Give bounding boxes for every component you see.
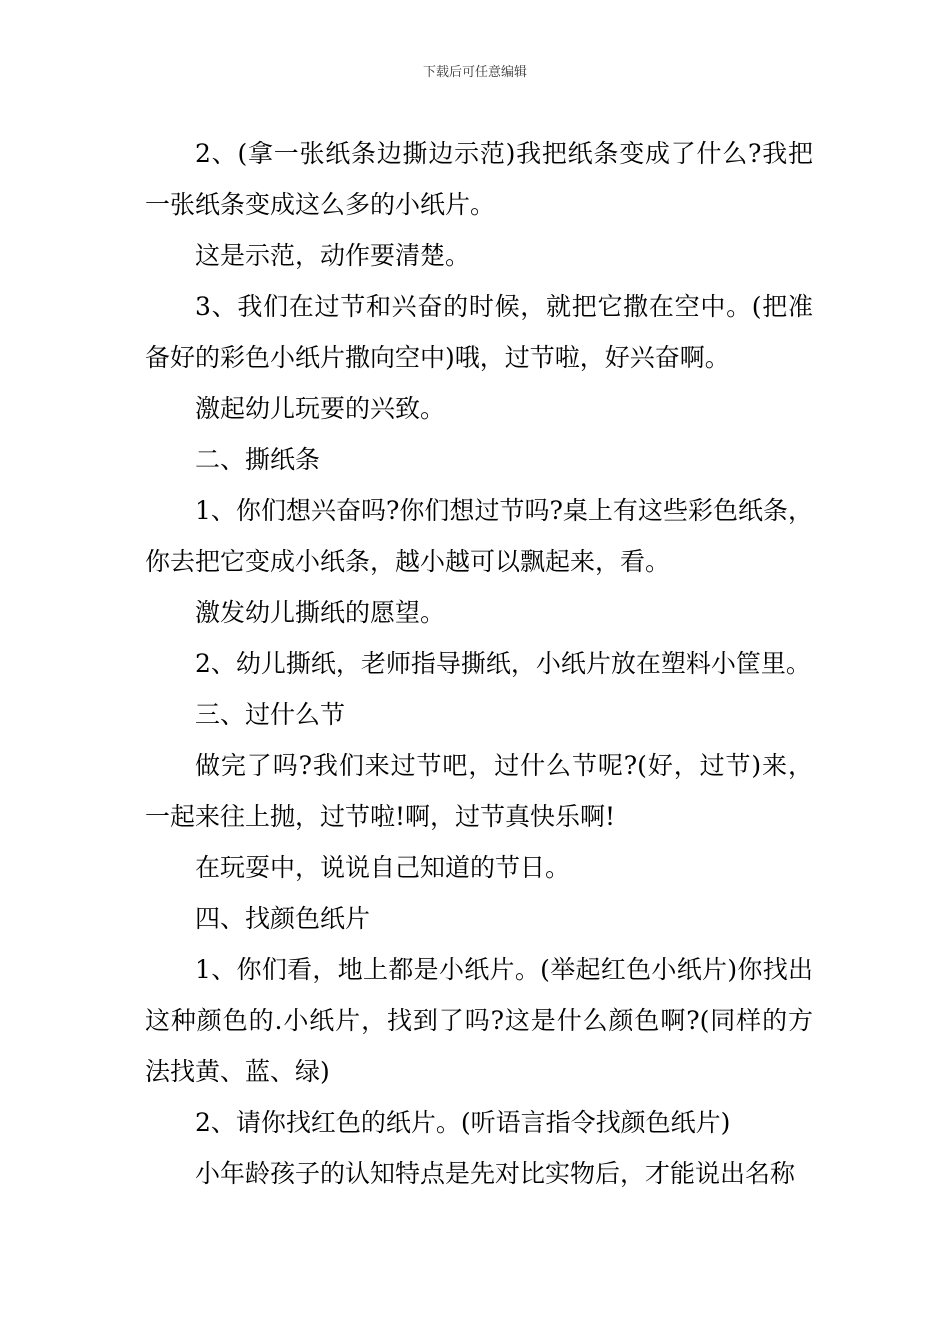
document-body [145, 128, 813, 1199]
paragraph: 2、请你找红色的纸片。(听语言指令找颜色纸片) [195, 1108, 731, 1137]
paragraph: 2、幼儿撕纸，老师指导撕纸，小纸片放在塑料小筐里。 [195, 649, 811, 678]
section-heading: 四、找颜色纸片 [195, 904, 371, 933]
paragraph: 小年龄孩子的认知特点是先对比实物后，才能说出名称 [195, 1159, 796, 1188]
paragraph: 这是示范，动作要清楚。 [195, 241, 471, 270]
page-header: 下载后可任意编辑 [422, 65, 527, 80]
paragraph: 激起幼儿玩要的兴致。 [195, 394, 446, 423]
section-heading: 二、撕纸条 [195, 445, 321, 474]
paragraph: 1、你们想兴奋吗?你们想过节吗?桌上有这些彩色纸条，你去把它变成小纸条，越小越可以飘起来，看。 [145, 496, 813, 576]
paragraph: 3、我们在过节和兴奋的时候，就把它撒在空中。(把准备好的彩色小纸片撒向空中)哦，过节啦，好兴奋啊。 [145, 292, 813, 372]
paragraph: 在玩耍中，说说自己知道的节日。 [195, 853, 571, 882]
paragraph: 2、(拿一张纸条边撕边示范)我把纸条变成了什么?我把一张纸条变成这么多的小纸片。 [145, 139, 813, 219]
paragraph: 做完了吗?我们来过节吧，过什么节呢?(好，过节)来，一起来往上抛，过节啦!啊，过节真快乐啊! [145, 751, 813, 831]
paragraph: 激发幼儿撕纸的愿望。 [195, 598, 446, 627]
paragraph: 1、你们看，地上都是小纸片。(举起红色小纸片)你找出这种颜色的.小纸片，找到了吗?这是什么颜色啊?(同样的方法找黄、蓝、绿) [145, 955, 813, 1086]
section-heading: 三、过什么节 [195, 700, 346, 729]
